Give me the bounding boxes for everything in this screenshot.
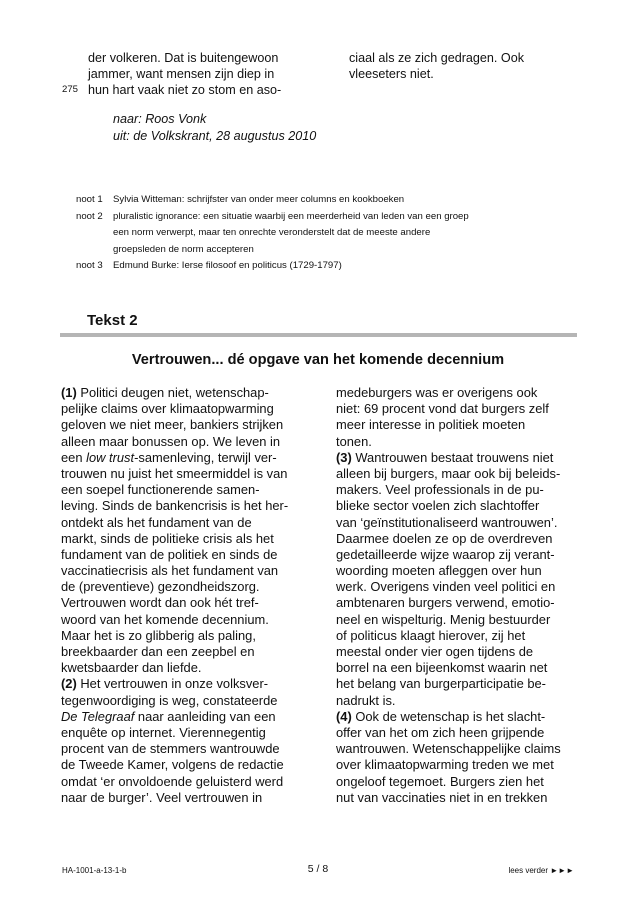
source-publication: uit: de Volkskrant, 28 augustus 2010	[113, 129, 317, 143]
article-line: ambtenaren burgers verwend, emotio-	[336, 595, 555, 611]
article-line: breekbaarder dan een zeepbel en	[61, 644, 255, 659]
article-line: woord van het komende decennium.	[61, 611, 269, 627]
article-line: alleen maar bonussen op. We leven in	[61, 433, 281, 449]
article-line: trouwen nu juist het smeermiddel is van	[61, 465, 288, 481]
article-line: vaccinatiecrisis als het fundament van	[61, 563, 279, 579]
article-line: omdat ‘er onvoldoende geluisterd werd	[61, 773, 284, 789]
article-line: geloven we niet meer, bankiers strijken	[61, 417, 284, 433]
article-column-right	[336, 385, 561, 806]
top-left-line: der volkeren. Dat is buitengewoon	[88, 51, 279, 65]
article-line: Vertrouwen wordt dan ook hét tref-	[61, 595, 259, 611]
source-author: naar: Roos Vonk	[113, 112, 207, 126]
article-line: (2) Het vertrouwen in onze volksver-	[61, 676, 269, 692]
note-label: noot 3	[76, 260, 103, 271]
article-line: het belang van burgerparticipatie be-	[336, 676, 546, 692]
top-left-line: hun hart vaak niet zo stom en aso-	[88, 83, 282, 97]
article-line: meer interesse in politiek moeten	[336, 417, 526, 433]
article-line: een low trust-samenleving, terwijl ver-	[61, 449, 277, 465]
article-line: of politicus klaagt hierover, zij het	[336, 627, 526, 643]
article-line: (3) Wantrouwen bestaat trouwens niet	[336, 449, 554, 465]
article-line: De Telegraaf naar aanleiding van een	[61, 708, 276, 724]
article-line: enquête op internet. Vierennegentig	[61, 724, 266, 740]
article-line: wantrouwen. Wetenschappelijke claims	[336, 741, 561, 757]
article-line: offer van het om zich heen grijpende	[336, 724, 545, 740]
article-line: blieke sector voelen zich slachtoffer	[336, 498, 540, 514]
top-column-left	[88, 50, 281, 98]
top-left-line: jammer, want mensen zijn diep in	[88, 67, 275, 81]
continue-indicator: lees verder ►►►	[508, 866, 574, 875]
article-line: (4) Ook de wetenschap is het slacht-	[336, 708, 546, 724]
note-label: noot 2	[76, 210, 103, 222]
article-line: markt, sinds de politieke crisis als het	[61, 530, 274, 546]
article-line: gedetailleerde wijze waarop zij verant-	[336, 546, 555, 562]
article-title: Vertrouwen... dé opgave van het komende decennium	[131, 352, 505, 368]
note-label: noot 1	[76, 194, 103, 205]
article-line: Maar het is zo glibberig als paling,	[61, 627, 256, 643]
article-line: naar de burger’. Veel vertrouwen in	[61, 789, 263, 805]
article-line: makers. Veel professionals in de pu-	[336, 482, 544, 498]
article-line: nadrukt is.	[336, 692, 396, 708]
section-label: Tekst 2	[87, 312, 138, 329]
article-line: kwetsbaarder dan liefde.	[61, 660, 202, 676]
article-line: medeburgers was er overigens ook	[336, 385, 538, 400]
note-text: pluralistic ignorance: een situatie waarbij een meerderheid van leden van een groep	[113, 210, 469, 222]
top-column-right	[349, 50, 524, 82]
article-line: tegenwoordiging is weg, constateerde	[61, 692, 278, 708]
article-column-left	[61, 385, 288, 806]
article-line: Daarmee doelen ze op de overdreven	[336, 530, 553, 546]
article-line: woording moeten afleggen over hun	[336, 563, 542, 579]
article-line: ontdekt als het fundament van de	[61, 514, 252, 530]
source-attribution	[113, 111, 316, 145]
article-line: niet: 69 procent vond dat burgers zelf	[336, 401, 549, 417]
article-line: (1) Politici deugen niet, wetenschap-	[61, 385, 269, 400]
article-line: pelijke claims over klimaatopwarming	[61, 401, 274, 417]
article-line: alleen bij burgers, maar ook bij beleids-	[336, 465, 561, 481]
article-line: tonen.	[336, 433, 372, 449]
exam-code: HA-1001-a-13-1-b	[62, 866, 127, 875]
article-line: ongeloof tegemoet. Burgers zien het	[336, 773, 544, 789]
note-text: Sylvia Witteman: schrijfster van onder meer columns en kookboeken	[113, 194, 405, 205]
article-line: over klimaatopwarming treden we met	[336, 757, 554, 773]
section-rule	[60, 333, 577, 337]
top-right-line: vleeseters niet.	[349, 67, 434, 81]
page-number: 5 / 8	[307, 863, 329, 875]
article-line: de (preventieve) gezondheidszorg.	[61, 579, 260, 595]
article-line: van ‘geïnstitutionaliseerd wantrouwen’.	[336, 514, 558, 530]
note-text: groepsleden de norm accepteren	[113, 243, 254, 255]
note-text: Edmund Burke: Ierse filosoof en politicus (1729-1797)	[113, 260, 342, 271]
line-number: 275	[62, 84, 79, 95]
article-line: leving. Sinds de bankencrisis is het her-	[61, 498, 289, 514]
article-line: werk. Overigens vinden veel politici en	[336, 579, 556, 595]
article-line: meestal onder vier ogen tijdens de	[336, 644, 534, 659]
article-line: fundament van de politiek en sinds de	[61, 546, 278, 562]
footnotes	[0, 192, 636, 272]
article-line: borrel na een bijeenkomst waarin net	[336, 660, 548, 676]
article-line: nut van vaccinaties niet in en trekken	[336, 789, 548, 805]
article-line: neel en wispelturig. Menig bestuurder	[336, 611, 551, 627]
top-right-line: ciaal als ze zich gedragen. Ook	[349, 51, 525, 65]
article-line: procent van de stemmers wantrouwde	[61, 741, 280, 757]
note-text: een norm verwerpt, maar ten onrechte veronderstelt dat de meeste andere	[113, 227, 431, 238]
article-line: een soepel functionerende samen-	[61, 482, 260, 498]
article-line: de Tweede Kamer, volgens de redactie	[61, 757, 284, 773]
